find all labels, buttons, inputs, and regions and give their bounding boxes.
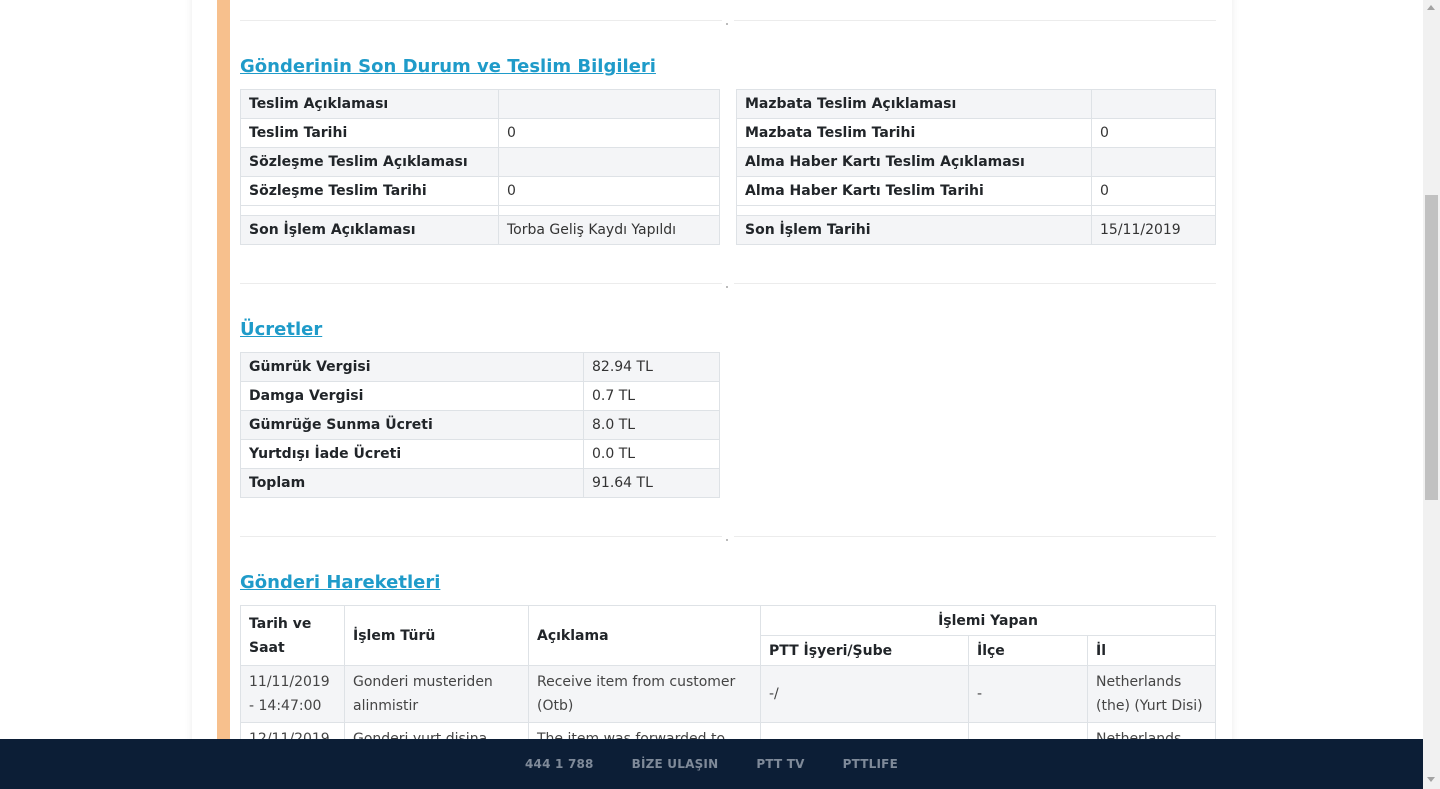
row-label: Damga Vergisi: [241, 382, 584, 411]
cell-office: -/: [761, 666, 969, 723]
row-value: [1092, 148, 1216, 177]
cell-district: -: [969, 666, 1088, 723]
row-value: 0: [1092, 177, 1216, 206]
table-row: [241, 119, 720, 148]
row-label: Teslim Açıklaması: [241, 90, 499, 119]
row-label: Alma Haber Kartı Teslim Açıklaması: [737, 148, 1092, 177]
delivery-right-table: [736, 89, 1216, 245]
row-label: Mazbata Teslim Tarihi: [737, 119, 1092, 148]
row-label: Mazbata Teslim Açıklaması: [737, 90, 1092, 119]
row-label: Sözleşme Teslim Tarihi: [241, 177, 499, 206]
row-label: Sözleşme Teslim Açıklaması: [241, 148, 499, 177]
row-label: Son İşlem Açıklaması: [241, 216, 499, 245]
table-row: [241, 666, 1216, 723]
table-row: [241, 411, 720, 440]
row-label: Son İşlem Tarihi: [737, 216, 1092, 245]
footer-contact-link[interactable]: BİZE ULAŞIN: [631, 757, 719, 771]
header-type: İşlem Türü: [345, 606, 529, 666]
table-row: [241, 469, 720, 498]
section-divider: [240, 20, 1216, 21]
fees-section-title[interactable]: Ücretler: [240, 319, 323, 340]
scroll-up-arrow-icon[interactable]: [1427, 5, 1435, 10]
table-row: [241, 382, 720, 411]
row-value: Torba Geliş Kaydı Yapıldı: [499, 216, 720, 245]
row-label: Yurtdışı İade Ücreti: [241, 440, 584, 469]
header-date: Tarih ve Saat: [241, 606, 345, 666]
table-row: [241, 177, 720, 206]
table-row: [241, 148, 720, 177]
movements-section-title[interactable]: Gönderi Hareketleri: [240, 572, 441, 593]
accent-bar: [217, 0, 230, 740]
row-label: Gümrük Vergisi: [241, 353, 584, 382]
table-row: [737, 90, 1216, 119]
row-value: 0: [499, 177, 720, 206]
delivery-left-table: [240, 89, 720, 245]
row-value: 15/11/2019: [1092, 216, 1216, 245]
row-value: 82.94 TL: [584, 353, 720, 382]
header-office: PTT İşyeri/Şube: [761, 636, 969, 666]
row-label: Toplam: [241, 469, 584, 498]
table-spacer-row: [241, 206, 720, 216]
table-row: [241, 216, 720, 245]
header-description: Açıklama: [529, 606, 761, 666]
fees-table: [240, 352, 720, 498]
table-row: [737, 177, 1216, 206]
table-row: [241, 353, 720, 382]
footer-phone-link[interactable]: 444 1 788: [525, 757, 594, 771]
header-district: İlçe: [969, 636, 1088, 666]
cell-type: Gonderi musteriden alinmistir: [345, 666, 529, 723]
footer-life-link[interactable]: PTTLIFE: [842, 757, 898, 771]
section-divider: [240, 536, 1216, 537]
row-value: 0.7 TL: [584, 382, 720, 411]
scrollbar-thumb[interactable]: [1425, 195, 1438, 500]
cell-city: Netherlands (the) (Yurt Disi): [1088, 666, 1216, 723]
scroll-down-arrow-icon[interactable]: [1427, 777, 1435, 782]
row-value: 0: [1092, 119, 1216, 148]
row-value: 0: [499, 119, 720, 148]
table-row: [241, 440, 720, 469]
row-value: [499, 148, 720, 177]
section-divider: [240, 283, 1216, 284]
row-value: 91.64 TL: [584, 469, 720, 498]
table-row: [737, 216, 1216, 245]
footer-bar: [0, 739, 1423, 789]
cell-date: 11/11/2019 - 14:47:00: [241, 666, 345, 723]
header-actor: İşlemi Yapan: [761, 606, 1216, 636]
table-header-row: [241, 606, 1216, 636]
table-row: [737, 119, 1216, 148]
row-label: Gümrüğe Sunma Ücreti: [241, 411, 584, 440]
table-row: [737, 148, 1216, 177]
row-label: Teslim Tarihi: [241, 119, 499, 148]
delivery-section-title[interactable]: Gönderinin Son Durum ve Teslim Bilgileri: [240, 56, 656, 77]
table-row: [241, 90, 720, 119]
movements-table: [240, 605, 1216, 756]
row-value: [499, 90, 720, 119]
row-value: 8.0 TL: [584, 411, 720, 440]
table-spacer-row: [737, 206, 1216, 216]
footer-tv-link[interactable]: PTT TV: [756, 757, 805, 771]
cell-description: Receive item from customer (Otb): [529, 666, 761, 723]
row-value: 0.0 TL: [584, 440, 720, 469]
row-label: Alma Haber Kartı Teslim Tarihi: [737, 177, 1092, 206]
header-city: İl: [1088, 636, 1216, 666]
row-value: [1092, 90, 1216, 119]
